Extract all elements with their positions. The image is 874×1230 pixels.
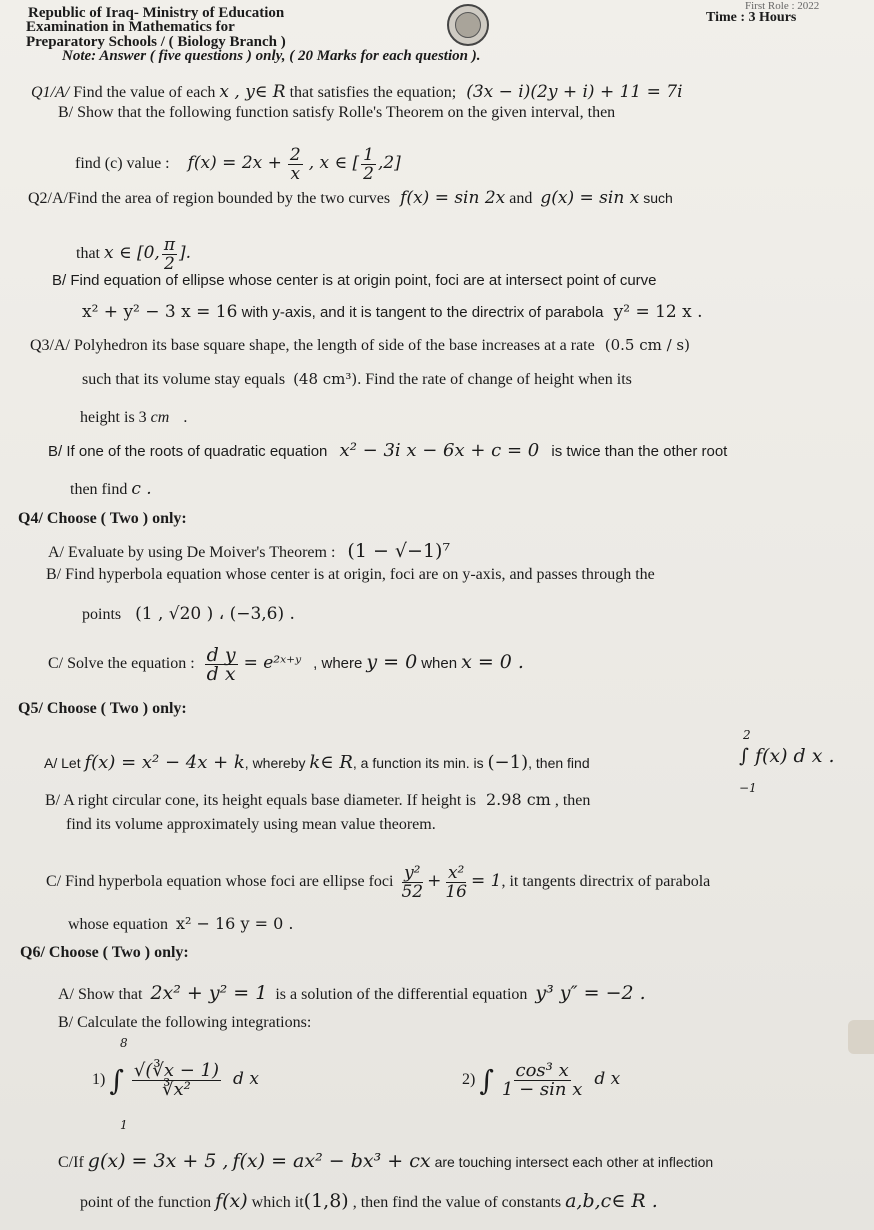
q3-a-line2: such that its volume stay equals (48 cm³). Find the rate of change of height when its (82, 370, 632, 388)
q1-a: Q1/A/ Find the value of each x , y∈ R that satisfies the equation; (3x − i)(2y + i) + 11 = 7i (31, 82, 683, 102)
q6-b-i1-lower: 1 (120, 1118, 128, 1132)
q3-b: B/ If one of the roots of quadratic equation x² − 3i x − 6x + c = 0 is twice than the other root (48, 440, 728, 461)
q5-b-line2: find its volume approximately using mean value theorem. (66, 816, 436, 833)
header-branch: Preparatory Schools / ( Biology Branch ) (26, 34, 286, 50)
q1-b-function: find (c) value : f(x) = 2x + $\frac{2}{x}$ , x ∈ [ $\frac{1}{2}$ ,2] (75, 145, 401, 184)
q6-b: B/ Calculate the following integrations: (58, 1014, 312, 1031)
q6-c: C/If g(x) = 3x + 5 , f(x) = ax² − bx³ + cx are touching intersect each other at inflection (58, 1150, 714, 1172)
q3-a-line3: height is 3 cm . (80, 409, 188, 426)
q3-a: Q3/A/ Polyhedron its base square shape, the length of side of the base increases at a rate (0.5 cm / s) (30, 336, 690, 354)
q4-c: C/ Solve the equation : $\frac{\text{d y}}{\text{d x}}$ = e²ˣ⁺ʸ , where y = 0 when x = 0 . (48, 644, 524, 685)
q3-b-line2: then find c . (70, 479, 152, 499)
q6-b-integral-1: 1) ∫ $\frac{√(∛x - 1)}{\text{∛x²}}$ d x (92, 1060, 259, 1100)
q5-c-line2: whose equation x² − 16 y = 0 . (68, 914, 294, 933)
q5-a-upper-limit: 2 (743, 728, 751, 742)
q1-a-equation: (3x − i)(2y + i) + 11 = 7i (466, 82, 683, 102)
q4-b-points: points (1 , √20 ) ، (−3,6) . (82, 604, 295, 624)
q6-b-i1-upper: 8 (120, 1036, 128, 1050)
q2-b: B/ Find equation of ellipse whose center is at origin point, foci are at intersect point of curve (52, 272, 657, 289)
header-ministry: Republic of Iraq- Ministry of Education (28, 5, 285, 21)
header-exam: Examination in Mathematics for (26, 19, 235, 35)
header-first-role: First Role : 2022 (745, 0, 820, 12)
q2-a-interval: that x ∈ [0, $\frac{\pi}{2}$ ]. (76, 235, 192, 274)
q2-b-curve: x² + y² − 3 x = 16 with y-axis, and it is tangent to the directrix of parabola y² = 12 x . (82, 302, 703, 322)
q6-a: A/ Show that 2x² + y² = 1 is a solution of the differential equation y³ y″ = −2 . (58, 982, 646, 1004)
q6-c-line2: point of the function f(x) which it(1,8) , then find the value of constants a,b,c∈ R . (80, 1190, 658, 1212)
margin-stamp (848, 1020, 874, 1054)
q6-b-integral-2: 2) ∫ $\frac{\text{cos³ x}}{\text{1 − sin x}}$ d x (462, 1060, 621, 1100)
q4-b: B/ Find hyperbola equation whose center is at origin, foci are on y-axis, and passes through the (46, 566, 655, 583)
q4-title: Q4/ Choose ( Two ) only: (18, 510, 187, 527)
q5-a: A/ Let f(x) = x² − 4x + k, whereby k∈ R, a function its min. is (−1), then find (44, 752, 590, 773)
q1-b: B/ Show that the following function satisfy Rolle's Theorem on the given interval, then (58, 104, 616, 121)
q5-a-lower-limit: −1 (739, 781, 757, 795)
q5-b: B/ A right circular cone, its height equals base diameter. If height is 2.98 cm , then (45, 790, 591, 809)
header-time: Time : 3 Hours (706, 10, 797, 25)
q5-a-integral: ∫ f(x) d x . (739, 745, 835, 767)
q6-title: Q6/ Choose ( Two ) only: (20, 944, 189, 961)
q4-a: A/ Evaluate by using De Moiver's Theorem : (1 − √−1)⁷ (48, 540, 451, 562)
exam-note: Note: Answer ( five questions ) only, ( 20 Marks for each question ). (62, 48, 481, 64)
q5-title: Q5/ Choose ( Two ) only: (18, 700, 187, 717)
q1-a-label: Q1/A/ (31, 84, 70, 101)
q2-a: Q2/A/Find the area of region bounded by the two curves f(x) = sin 2x and g(x) = sin x such (28, 188, 673, 208)
ministry-emblem (447, 4, 489, 46)
q5-c: C/ Find hyperbola equation whose foci are ellipse foci $\frac{\text{y²}}{52}$ + $\frac{\text{x²}}{16}$ = 1, it tangents directrix of parabola (46, 863, 711, 902)
